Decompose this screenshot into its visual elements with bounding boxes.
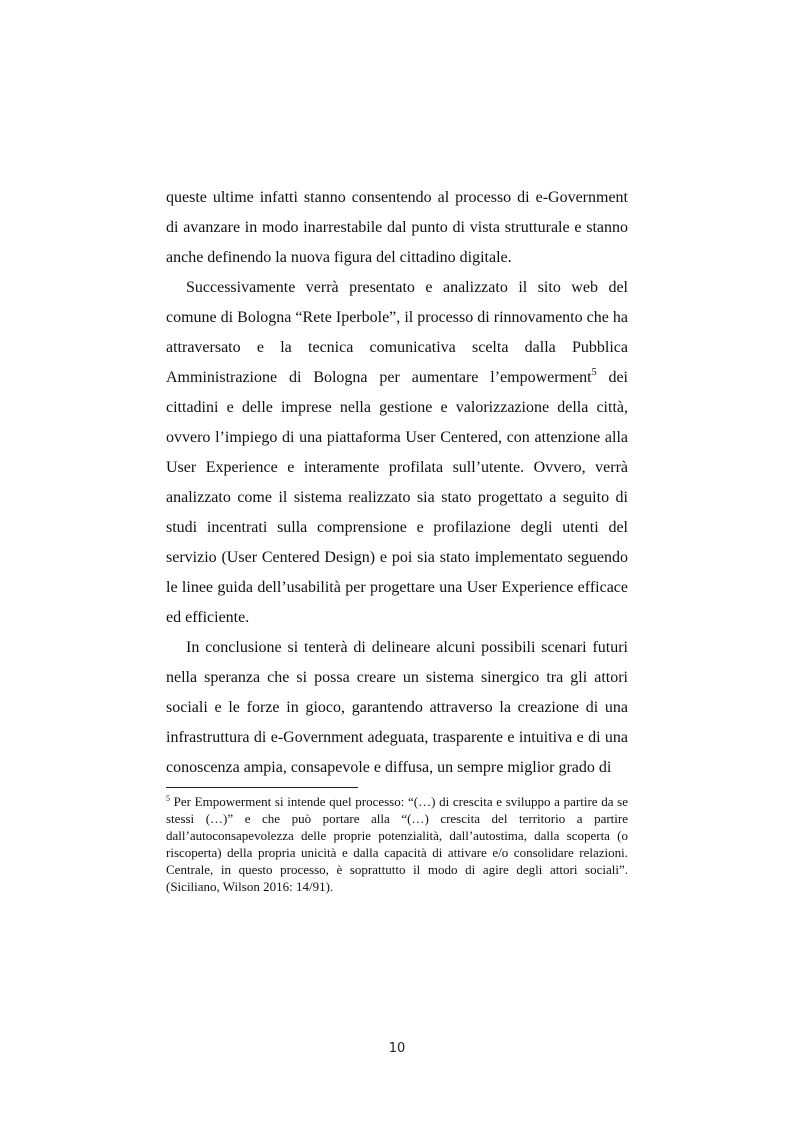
- body-text: [166, 183, 628, 783]
- paragraph-3-text: In conclusione si tenterà di delineare alcuni possibili scenari futuri nella speranza che si possa creare un sistema sinergico tra gli attori sociali e le forze in gioco, garantendo attraverso la creazione di una infrastruttura di e-Government adeguata, trasparente e intuitiva e di una conoscenza ampia, consapevole e diffusa, un sempre miglior grado di: [166, 639, 628, 776]
- footnote-paragraph: [166, 793, 628, 895]
- paragraph-2-text-end: dei cittadini e delle imprese nella gestione e valorizzazione della città, ovvero l’impiego di una piattaforma User Centered, con attenzione alla User Experience e interamente profilata sull’utente. Ovvero, verrà analizzato come il sistema realizzato sia stato progettato a seguito di studi incentrati sulla comprensione e profilazione degli utenti del servizio (User Centered Design) e poi sia stato implementato seguendo le linee guida dell’usabilità per progettare una User Experience efficace ed efficiente.: [166, 369, 628, 626]
- footnote-reference: 5: [591, 367, 597, 378]
- page-number: 10: [388, 1041, 406, 1056]
- footnote-number: 5: [166, 794, 170, 803]
- footnote-separator: [166, 787, 358, 788]
- paragraph-1: [166, 183, 628, 273]
- paragraph-1-text: queste ultime infatti stanno consentendo al processo di e-Government di avanzare in modo inarrestabile dal punto di vista strutturale e stanno anche definendo la nuova figura del cittadino digitale.: [166, 189, 628, 266]
- paragraph-2: [166, 273, 628, 633]
- paragraph-2-text-start: Successivamente verrà presentato e analizzato il sito web del comune di Bologna “Rete Iperbole”, il processo di rinnovamento che ha attraversato e la tecnica comunicativa scelta dalla Pubblica Amministrazione di Bologna per aumentare l’empowerment: [166, 279, 628, 386]
- footnote-text: Per Empowerment si intende quel processo: “(…) di crescita e sviluppo a partire da se stessi (…)” e che può portare alla “(…) crescita del territorio a partire dall’autoconsapevolezza delle proprie potenzialità, dall’autostima, dalla scoperta (o riscoperta) della propria unicità e dalla capacità di attivare e/o consolidare relazioni. Centrale, in questo processo, è soprattutto il modo di agire degli attori sociali”. (Siciliano, Wilson 2016: 14/91).: [166, 794, 628, 894]
- footnote: [166, 793, 628, 895]
- paragraph-3: [166, 633, 628, 783]
